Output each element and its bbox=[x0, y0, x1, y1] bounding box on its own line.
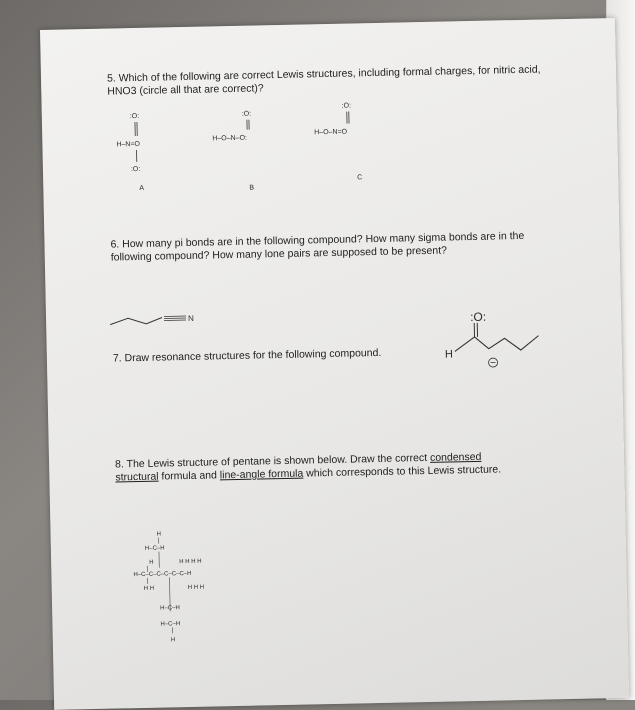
structure-c bbox=[314, 102, 363, 182]
question-7-molecule bbox=[442, 303, 593, 376]
aldehyde-h-label: H bbox=[445, 348, 453, 360]
question-6-text: 6. How many pi bonds are in the following compound? How many sigma bonds are in the following compound? How many lone pairs are supposed to be present? bbox=[110, 230, 524, 264]
question-8 bbox=[115, 450, 515, 485]
svg-text:H: H bbox=[157, 532, 161, 538]
question-8-text-end: which corresponds to this Lewis structure. bbox=[306, 464, 501, 480]
question-6 bbox=[110, 230, 530, 265]
question-5 bbox=[107, 63, 547, 98]
svg-text:H H H: H H H bbox=[188, 585, 204, 591]
svg-text:H–C–H: H–C–H bbox=[160, 605, 180, 611]
nitrile-n-label: N bbox=[188, 314, 194, 323]
line-angle-term: line-angle formula bbox=[220, 468, 304, 482]
pentane-lewis-structure bbox=[120, 525, 283, 658]
svg-text::O:: :O: bbox=[130, 113, 140, 120]
structure-b bbox=[212, 111, 255, 193]
svg-text:H: H bbox=[171, 637, 175, 643]
question-6-molecule bbox=[106, 304, 247, 337]
condensed-structural-term: condensed structural bbox=[115, 451, 481, 484]
svg-text:H: H bbox=[149, 560, 153, 566]
bleed-through-marks bbox=[486, 539, 576, 541]
svg-text:H H: H H bbox=[144, 586, 154, 592]
svg-text::O:: :O: bbox=[470, 310, 486, 324]
worksheet-page bbox=[40, 18, 629, 710]
question-8-text-start: 8. The Lewis structure of pentane is shown below. Draw the correct bbox=[115, 452, 427, 471]
question-5-text: 5. Which of the following are correct Lewis structures, including formal charges, for nitric acid, HNO3 (circle all that are correct)? bbox=[107, 64, 541, 98]
label-c: C bbox=[357, 174, 362, 181]
label-a: A bbox=[139, 185, 144, 192]
svg-text:H H H H: H H H H bbox=[179, 559, 201, 565]
structure-a bbox=[116, 113, 145, 193]
question-5-structures bbox=[102, 100, 404, 206]
svg-text:H–C–H: H–C–H bbox=[160, 621, 180, 627]
question-7 bbox=[113, 345, 453, 365]
question-7-text: 7. Draw resonance structures for the following compound. bbox=[113, 347, 382, 365]
question-8-text-mid: formula and bbox=[161, 470, 217, 483]
svg-text:H–O–N=O: H–O–N=O bbox=[314, 129, 348, 137]
svg-text:H–C–C–C–C–C–C–H: H–C–C–C–C–C–C–H bbox=[133, 571, 191, 578]
svg-text:H–C–H: H–C–H bbox=[145, 546, 165, 552]
svg-text::O:: :O: bbox=[342, 103, 352, 110]
label-b: B bbox=[249, 185, 254, 192]
svg-text::O:: :O: bbox=[242, 111, 252, 118]
svg-text::O:: :O: bbox=[131, 166, 141, 173]
svg-text:H–O–N–O:: H–O–N–O: bbox=[212, 135, 247, 143]
svg-text:H–N=O: H–N=O bbox=[116, 141, 140, 149]
